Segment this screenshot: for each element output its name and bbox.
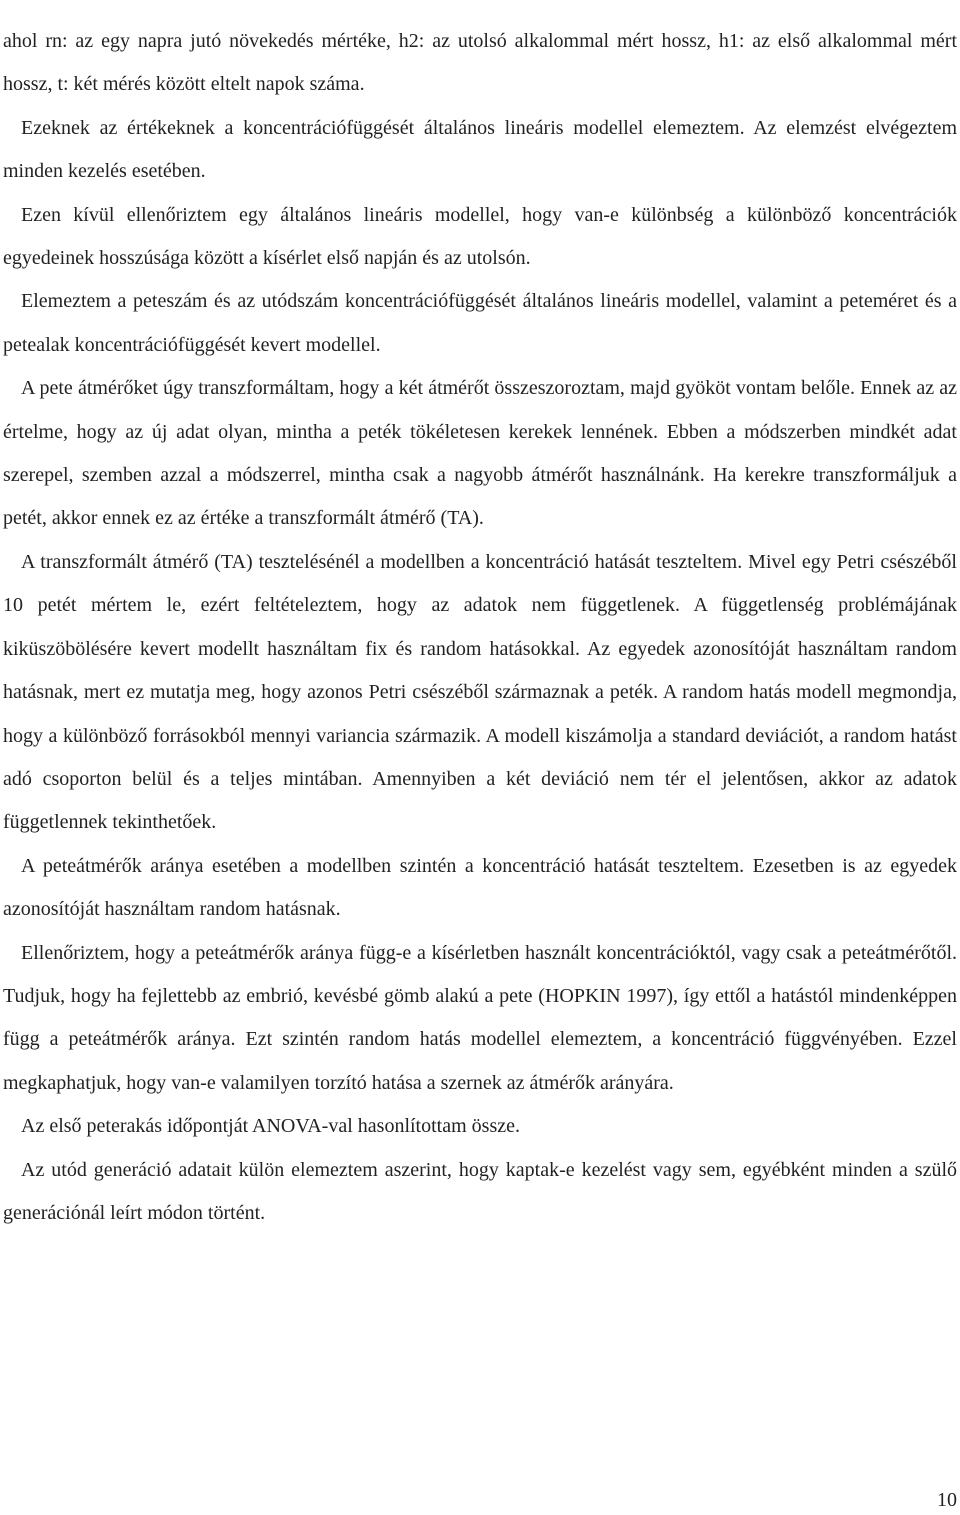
paragraph-length-check: Ezen kívül ellenőriztem egy általános lineáris modellel, hogy van-e különbség a különböző koncentrációk egyedeinek hosszúsága között a kísérlet első napján és az utolsón. — [3, 203, 957, 270]
document-body — [3, 0, 957, 1235]
paragraph-length-analysis: Ezeknek az értékeknek a koncentrációfüggését általános lineáris modellel elemeztem. Az elemzést elvégeztem minden kezelés esetében. — [3, 116, 957, 183]
paragraph-egg-diameter: A pete átmérőket úgy transzformáltam, hogy a két átmérőt összeszoroztam, majd gyököt vontam belőle. Ennek az az értelme, hogy az új adat olyan, mintha a peték tökéletesen kerekek lennének. Ebben a módszerben mindkét adat szerepel, szemben azzal a módszerrel, mintha csak a nagyobb átmérőt használnánk. Ha kerekre transzformáljuk a petét, akkor ennek ez az értéke a transzformált átmérő (TA). — [3, 377, 957, 530]
paragraph-first-laying: Az első peterakás időpontját ANOVA-val hasonlítottam össze. — [21, 1115, 520, 1138]
paragraph-transformed-diameter: A transzformált átmérő (TA) tesztelésénél a modellben a koncentráció hatását teszteltem. Mivel egy Petri csészéből 10 petét mértem le, ezért feltételeztem, hogy az adatok nem függetlenek. A függetlenség problémájának kiküszöbölésére kevert modellt használtam fix és random hatásokkal. Az egyedek azonosítóját használtam random hatásnak, mert ez mutatja meg, hogy azonos Petri csészéből származnak a peték. A random hatás modell megmondja, hogy a különböző forrásokból mennyi variancia származik. A modell kiszámolja a standard deviációt, a random hatást adó csoporton belül és a teljes mintában. Amennyiben a két deviáció nem tér el jelentősen, akkor az adatok függetlennek tekinthetőek. — [3, 550, 957, 834]
paragraph-egg-count: Elemeztem a peteszám és az utódszám koncentrációfüggését általános lineáris modellel, valamint a peteméret és a petealak koncentrációfüggését kevert modellel. — [3, 290, 957, 356]
page-number: 10 — [937, 1489, 957, 1511]
paragraph-diameter-ratio: A peteátmérők aránya esetében a modellben szintén a koncentráció hatását teszteltem. Ezesetben is az egyedek azonosítóját használtam random hatásnak. — [3, 854, 957, 921]
paragraph-offspring: Az utód generáció adatait külön elemeztem aszerint, hogy kaptak-e kezelést vagy sem, egyébként minden a szülő generációnál leírt módon történt. — [3, 1158, 957, 1224]
paragraph-definitions: ahol rn: az egy napra jutó növekedés mértéke, h2: az utolsó alkalommal mért hossz, h1: az első alkalommal mért hossz, t: két mérés között eltelt napok száma. — [3, 30, 957, 96]
paragraph-ratio-check: Ellenőriztem, hogy a peteátmérők aránya függ-e a kísérletben használt koncentrációktól, vagy csak a peteátmérőtől. Tudjuk, hogy ha fejlettebb az embrió, kevésbé gömb alakú a pete (HOPKIN 1997), így ettől a hatástól mindenképpen függ a peteátmérők aránya. Ezt szintén random hatás modellel elemeztem, a koncentráció függvényében. Ezzel megkaphatjuk, hogy van-e valamilyen torzító hatása a szernek az átmérők arányára. — [3, 941, 957, 1094]
